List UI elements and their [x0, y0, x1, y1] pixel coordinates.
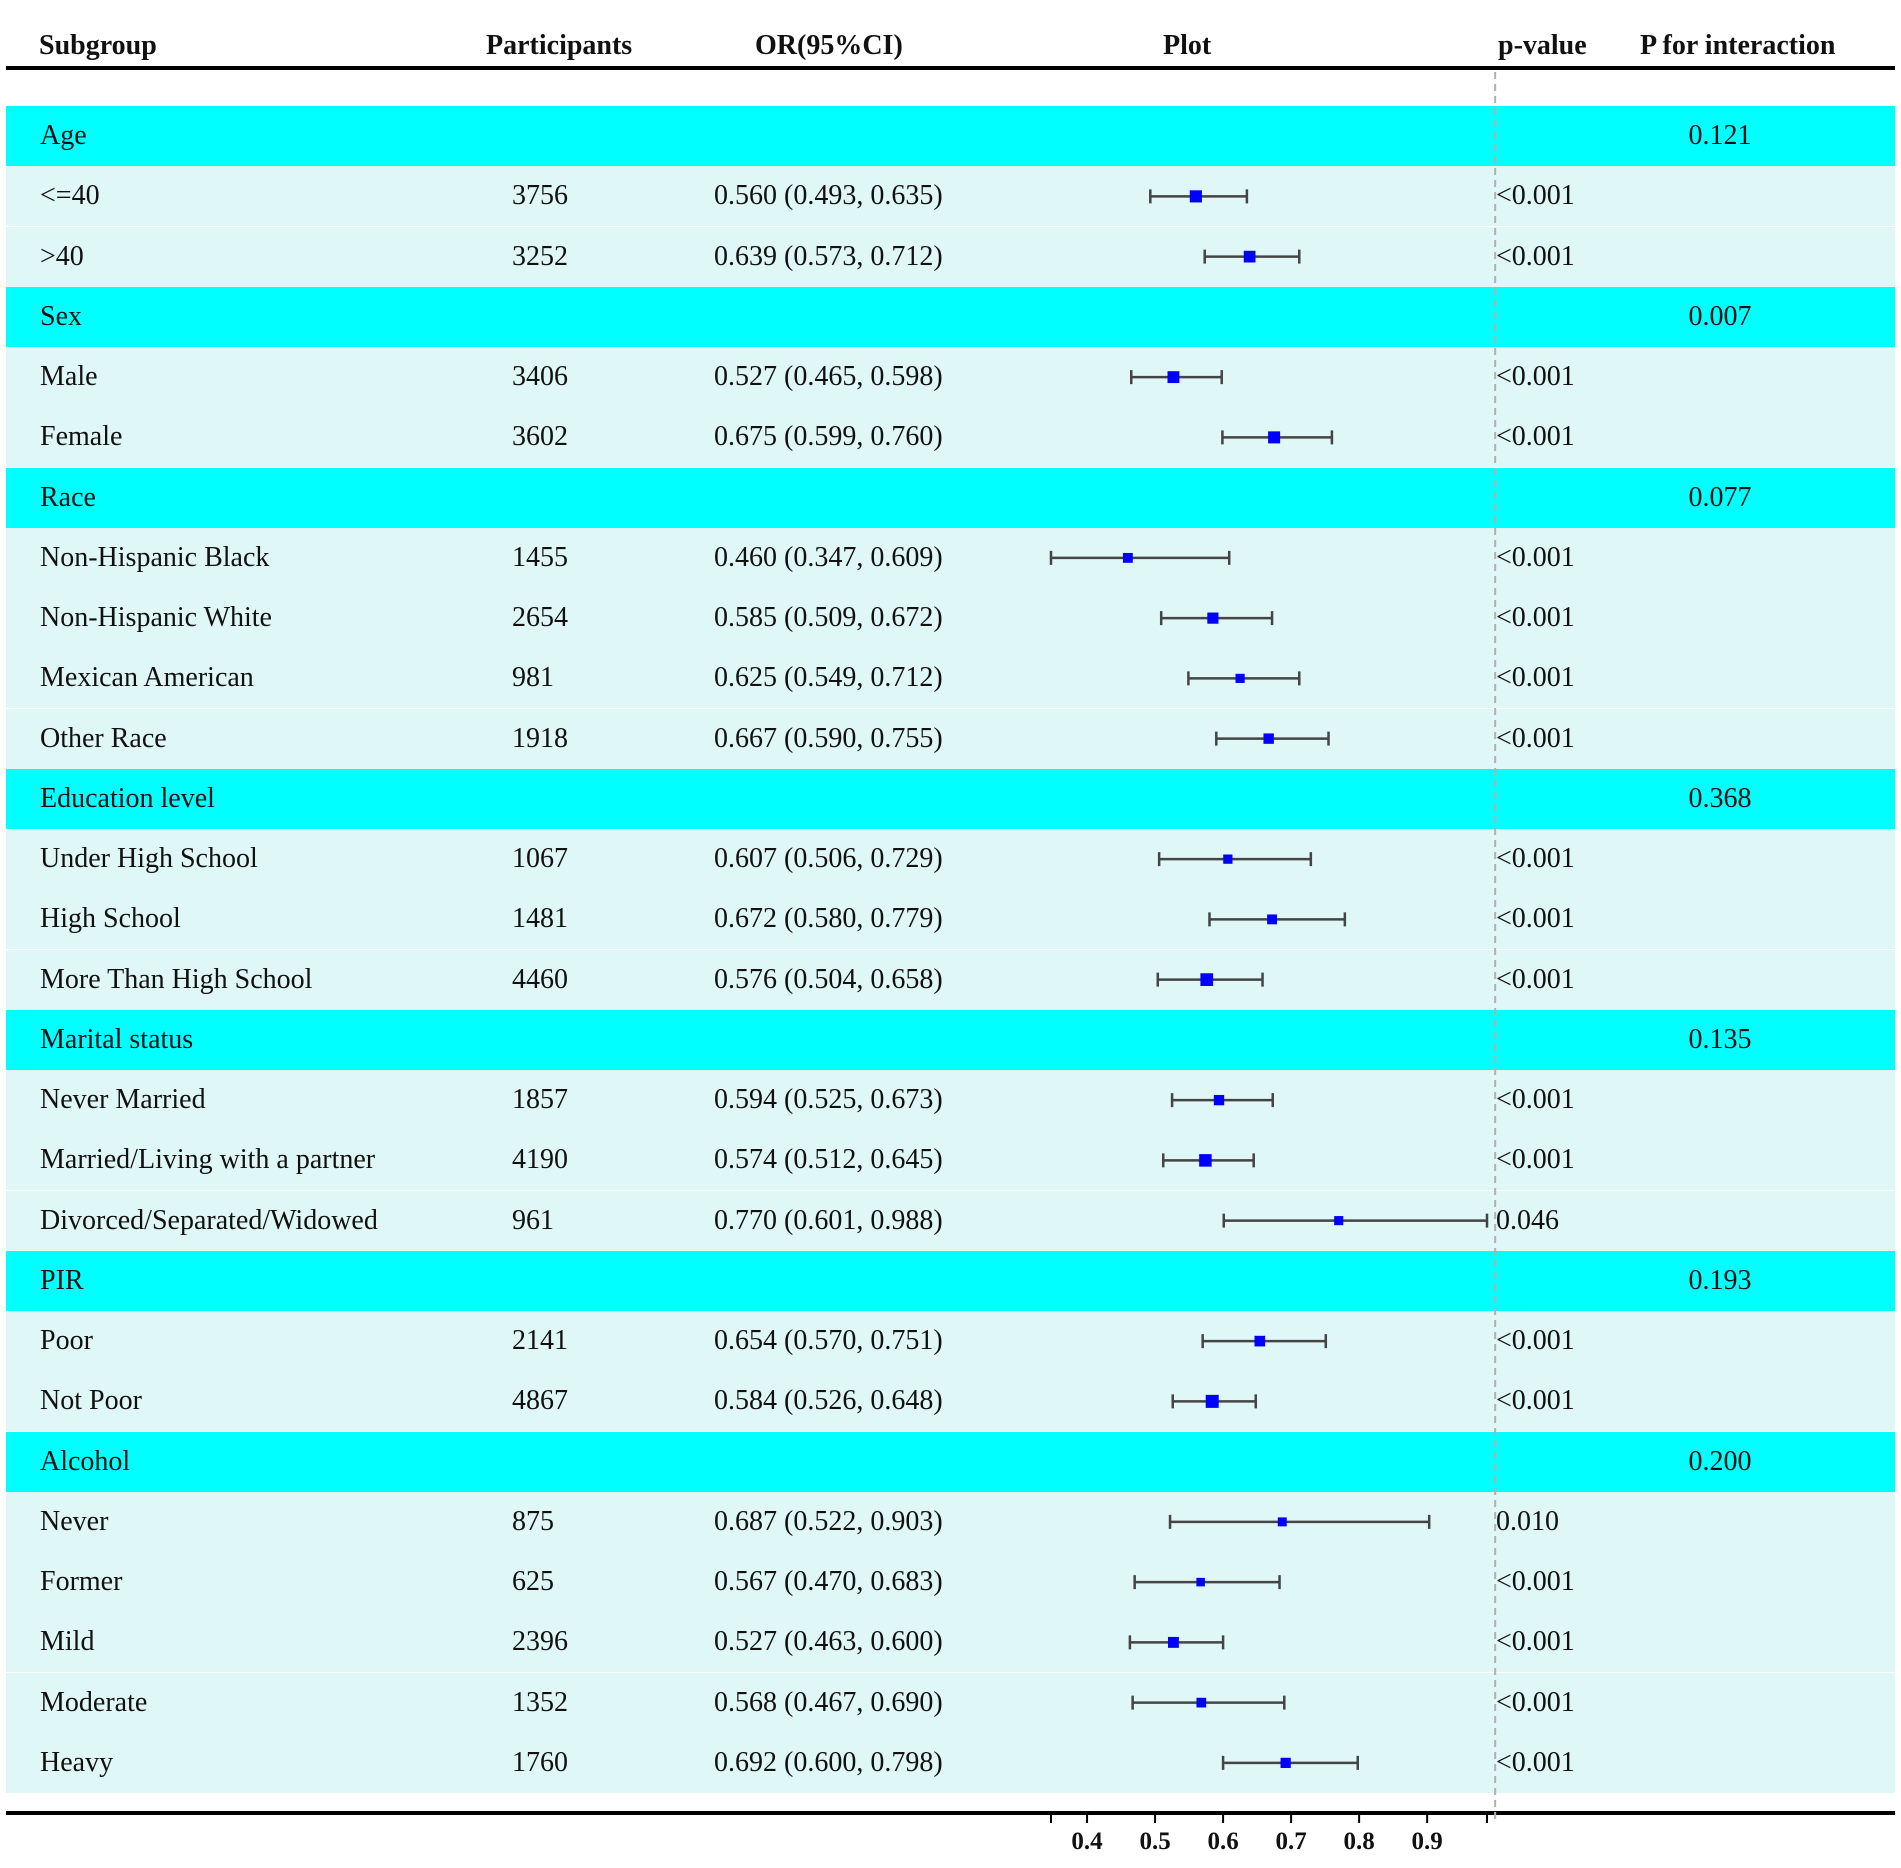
- or-ci-value: 0.770 (0.601, 0.988): [714, 1204, 943, 1236]
- participants-value: 625: [512, 1566, 554, 1597]
- subgroup-label: Mexican American: [40, 662, 254, 694]
- participants-value: 1455: [512, 541, 568, 573]
- top-rule: [6, 66, 1895, 70]
- or-ci-value: 0.654 (0.570, 0.751): [714, 1325, 943, 1356]
- or-ci-value: 0.607 (0.506, 0.729): [714, 843, 943, 874]
- p-for-interaction-value: 0.135: [1688, 1023, 1752, 1055]
- axis-tick-label: 0.4: [1071, 1828, 1103, 1855]
- p-value: <0.001: [1496, 1325, 1575, 1356]
- bottom-rule: [6, 1811, 1895, 1815]
- group-row: [6, 769, 1895, 829]
- table-row: [6, 1673, 1895, 1733]
- p-value: <0.001: [1496, 722, 1575, 754]
- subgroup-label: <=40: [40, 180, 100, 212]
- p-value: <0.001: [1496, 662, 1575, 694]
- or-ci-value: 0.585 (0.509, 0.672): [714, 602, 943, 633]
- p-value: <0.001: [1496, 541, 1575, 573]
- group-label: Marital status: [40, 1023, 194, 1055]
- group-row: [6, 106, 1895, 166]
- participants-value: 4460: [512, 963, 568, 995]
- header-participants: Participants: [486, 30, 633, 61]
- subgroup-label: Female: [40, 421, 123, 453]
- subgroup-label: Moderate: [40, 1686, 148, 1718]
- table-row: [6, 1612, 1895, 1672]
- subgroup-label: High School: [40, 903, 181, 935]
- subgroup-label: >40: [40, 240, 84, 272]
- table-row: [6, 1311, 1895, 1371]
- group-row: [6, 1010, 1895, 1070]
- participants-value: 1918: [512, 722, 568, 754]
- participants-value: 3406: [512, 361, 568, 392]
- or-ci-value: 0.527 (0.463, 0.600): [714, 1626, 943, 1658]
- participants-value: 3252: [512, 240, 568, 272]
- subgroup-label: Male: [40, 361, 98, 392]
- table-row: [6, 950, 1895, 1010]
- p-value: 0.010: [1496, 1505, 1559, 1537]
- participants-value: 981: [512, 662, 554, 694]
- subgroup-label: Not Poor: [40, 1385, 142, 1417]
- axis-tick-label: 0.9: [1411, 1828, 1443, 1855]
- participants-value: 1857: [512, 1084, 568, 1115]
- p-for-interaction-value: 0.193: [1688, 1264, 1752, 1296]
- p-for-interaction-value: 0.200: [1688, 1445, 1752, 1477]
- participants-value: 1760: [512, 1746, 568, 1778]
- table-row: [6, 407, 1895, 467]
- group-row: [6, 287, 1895, 347]
- group-label: Sex: [40, 300, 82, 332]
- or-ci-value: 0.584 (0.526, 0.648): [714, 1385, 943, 1417]
- p-for-interaction-value: 0.121: [1688, 120, 1752, 151]
- table-row: [6, 829, 1895, 889]
- participants-value: 1352: [512, 1686, 568, 1718]
- participants-value: 3602: [512, 421, 568, 453]
- participants-value: 2654: [512, 602, 568, 633]
- subgroup-label: Under High School: [40, 843, 258, 874]
- table-row: [6, 347, 1895, 407]
- participants-value: 2141: [512, 1325, 568, 1356]
- p-value: <0.001: [1496, 180, 1575, 212]
- participants-value: 2396: [512, 1626, 568, 1658]
- table-row: [6, 1552, 1895, 1612]
- p-value: <0.001: [1496, 963, 1575, 995]
- p-for-interaction-value: 0.077: [1688, 481, 1752, 513]
- p-value: <0.001: [1496, 361, 1575, 392]
- p-value: <0.001: [1496, 602, 1575, 633]
- subgroup-label: Divorced/Separated/Widowed: [40, 1204, 378, 1236]
- subgroup-label: Non-Hispanic White: [40, 602, 272, 633]
- table-row: [6, 1371, 1895, 1431]
- table-row: [6, 528, 1895, 588]
- p-for-interaction-value: 0.368: [1688, 782, 1752, 814]
- table-row: [6, 1492, 1895, 1552]
- participants-value: 4867: [512, 1385, 568, 1417]
- table-row: [6, 709, 1895, 769]
- subgroup-label: Former: [40, 1566, 123, 1597]
- or-ci-value: 0.527 (0.465, 0.598): [714, 361, 943, 392]
- or-ci-value: 0.667 (0.590, 0.755): [714, 722, 943, 754]
- table-row: [6, 227, 1895, 287]
- p-value: <0.001: [1496, 1144, 1575, 1176]
- or-ci-value: 0.460 (0.347, 0.609): [714, 541, 943, 573]
- or-ci-value: 0.568 (0.467, 0.690): [714, 1686, 943, 1718]
- group-row: [6, 1432, 1895, 1492]
- participants-value: 1067: [512, 843, 568, 874]
- participants-value: 4190: [512, 1144, 568, 1176]
- table-row: [6, 1733, 1895, 1793]
- group-row: [6, 1251, 1895, 1311]
- p-for-interaction-value: 0.007: [1688, 300, 1752, 332]
- or-ci-value: 0.567 (0.470, 0.683): [714, 1566, 943, 1597]
- group-label: Race: [40, 481, 96, 513]
- axis-tick-label: 0.7: [1275, 1828, 1307, 1855]
- subgroup-label: Non-Hispanic Black: [40, 541, 270, 573]
- group-label: Alcohol: [40, 1445, 131, 1477]
- or-ci-value: 0.692 (0.600, 0.798): [714, 1746, 943, 1778]
- participants-value: 961: [512, 1204, 554, 1236]
- subgroup-label: Never: [40, 1505, 109, 1537]
- or-ci-value: 0.574 (0.512, 0.645): [714, 1144, 943, 1176]
- subgroup-label: Never Married: [40, 1084, 206, 1115]
- or-ci-value: 0.576 (0.504, 0.658): [714, 963, 943, 995]
- or-ci-value: 0.560 (0.493, 0.635): [714, 180, 943, 212]
- subgroup-label: Married/Living with a partner: [40, 1144, 376, 1176]
- p-value: <0.001: [1496, 1084, 1575, 1115]
- group-label: Education level: [40, 782, 215, 814]
- table-row: [6, 1191, 1895, 1251]
- or-ci-value: 0.594 (0.525, 0.673): [714, 1084, 943, 1115]
- participants-value: 3756: [512, 180, 568, 212]
- or-ci-value: 0.687 (0.522, 0.903): [714, 1505, 943, 1537]
- group-label: Age: [40, 120, 87, 151]
- or-ci-value: 0.675 (0.599, 0.760): [714, 421, 943, 453]
- table-row: [6, 1070, 1895, 1130]
- p-value: <0.001: [1496, 903, 1575, 935]
- subgroup-label: More Than High School: [40, 963, 313, 995]
- group-label: PIR: [40, 1264, 84, 1296]
- subgroup-label: Poor: [40, 1325, 93, 1356]
- p-value: <0.001: [1496, 421, 1575, 453]
- or-ci-value: 0.639 (0.573, 0.712): [714, 240, 943, 272]
- table-row: [6, 166, 1895, 226]
- p-value: <0.001: [1496, 1566, 1575, 1597]
- table-row: [6, 588, 1895, 648]
- header-plot: Plot: [1163, 30, 1212, 61]
- axis-tick-label: 0.5: [1139, 1828, 1171, 1855]
- axis-tick-label: 0.6: [1207, 1828, 1239, 1855]
- table-row: [6, 1130, 1895, 1190]
- p-value: <0.001: [1496, 843, 1575, 874]
- subgroup-label: Other Race: [40, 722, 167, 754]
- p-value: <0.001: [1496, 1385, 1575, 1417]
- header-subgroup: Subgroup: [39, 30, 157, 61]
- p-value: <0.001: [1496, 240, 1575, 272]
- axis-tick-label: 0.8: [1343, 1828, 1375, 1855]
- participants-value: 1481: [512, 903, 568, 935]
- header-or-ci: OR(95%CI): [755, 30, 903, 61]
- group-row: [6, 468, 1895, 528]
- subgroup-label: Mild: [40, 1626, 95, 1658]
- p-value: <0.001: [1496, 1746, 1575, 1778]
- or-ci-value: 0.672 (0.580, 0.779): [714, 903, 943, 935]
- or-ci-value: 0.625 (0.549, 0.712): [714, 662, 943, 694]
- participants-value: 875: [512, 1505, 554, 1537]
- table-row: [6, 648, 1895, 708]
- table-row: [6, 889, 1895, 949]
- subgroup-label: Heavy: [40, 1746, 114, 1778]
- p-value: <0.001: [1496, 1626, 1575, 1658]
- p-value: <0.001: [1496, 1686, 1575, 1718]
- header-p-value: p-value: [1498, 30, 1587, 61]
- header-p-for-interaction: P for interaction: [1640, 30, 1836, 61]
- p-value: 0.046: [1496, 1204, 1559, 1236]
